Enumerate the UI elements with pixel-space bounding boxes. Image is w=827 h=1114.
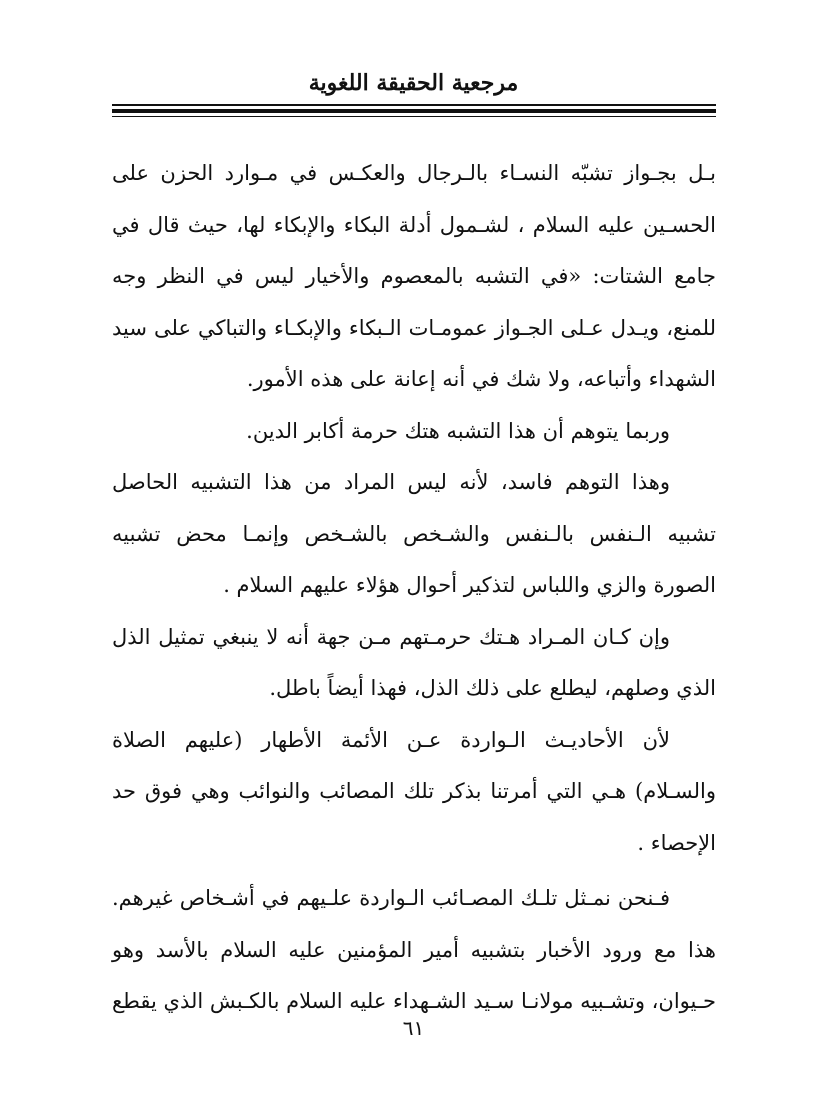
paragraph-2: وربما يتوهم أن هذا التشبه هتك حرمة أكابر الدين. — [246, 418, 670, 443]
header-rule-thick — [112, 109, 716, 113]
paragraph-5: لأن الأحاديـث الـواردة عـن الأئمة الأطهار (عليهم الصلاة والسـلام) هـي التي أمرتنا بذكر تلك المصائب والنوائب وهي فوق حد الإحصاء . — [112, 727, 716, 855]
page-body — [112, 148, 716, 1028]
running-header-title: مرجعية الحقيقة اللغوية — [308, 70, 519, 96]
paragraph-4: وإن كـان المـراد هـتك حرمـتهم مـن جهة أنه لا ينبغي تمثيل الذل الذي وصلهم، ليطلع على ذلك الذل، فهذا أيضاً باطل. — [112, 624, 716, 700]
paragraph-6: فـنحن نمـثل تلـك المصـائب الـواردة علـيهم في أشـخاص غيرهم. هذا مع ورود الأخبار بتشبيه أمير المؤمنين عليه السلام بالأسد وهو حـيوان، وتشـبيه مولانـا سـيد الشـهداء عليه السلام بالكـبش الذي يقطع — [112, 886, 716, 1013]
paragraph-1: بـل بجـواز تشبّه النسـاء بالـرجال والعكـس في مـوارد الحزن على الحسـين عليه السلام ، لشـمول أدلة البكاء والإبكاء لها، حيث قال في جامع الشتات: «في التشبه بالمعصوم والأخيار ليس في النظر وجه للمنع، ويـدل عـلى الجـواز عمومـات الـبكاء والإبكـاء والتباكي على سيد الشهداء وأتباعه، ولا شك في أنه إعانة على هذه الأمور. — [112, 161, 716, 391]
page-number: ٦١ — [402, 1016, 425, 1040]
header-rule-bottom — [112, 116, 716, 117]
paragraph-3: وهذا التوهم فاسد، لأنه ليس المراد من هذا التشبيه الحاصل تشبيه الـنفس بالـنفس والشـخص بالشـخص وإنمـا محض تشبيه الصورة والزي واللباس لتذكير أحوال هؤلاء عليهم السلام . — [112, 470, 716, 597]
header-rule-top — [112, 104, 716, 106]
